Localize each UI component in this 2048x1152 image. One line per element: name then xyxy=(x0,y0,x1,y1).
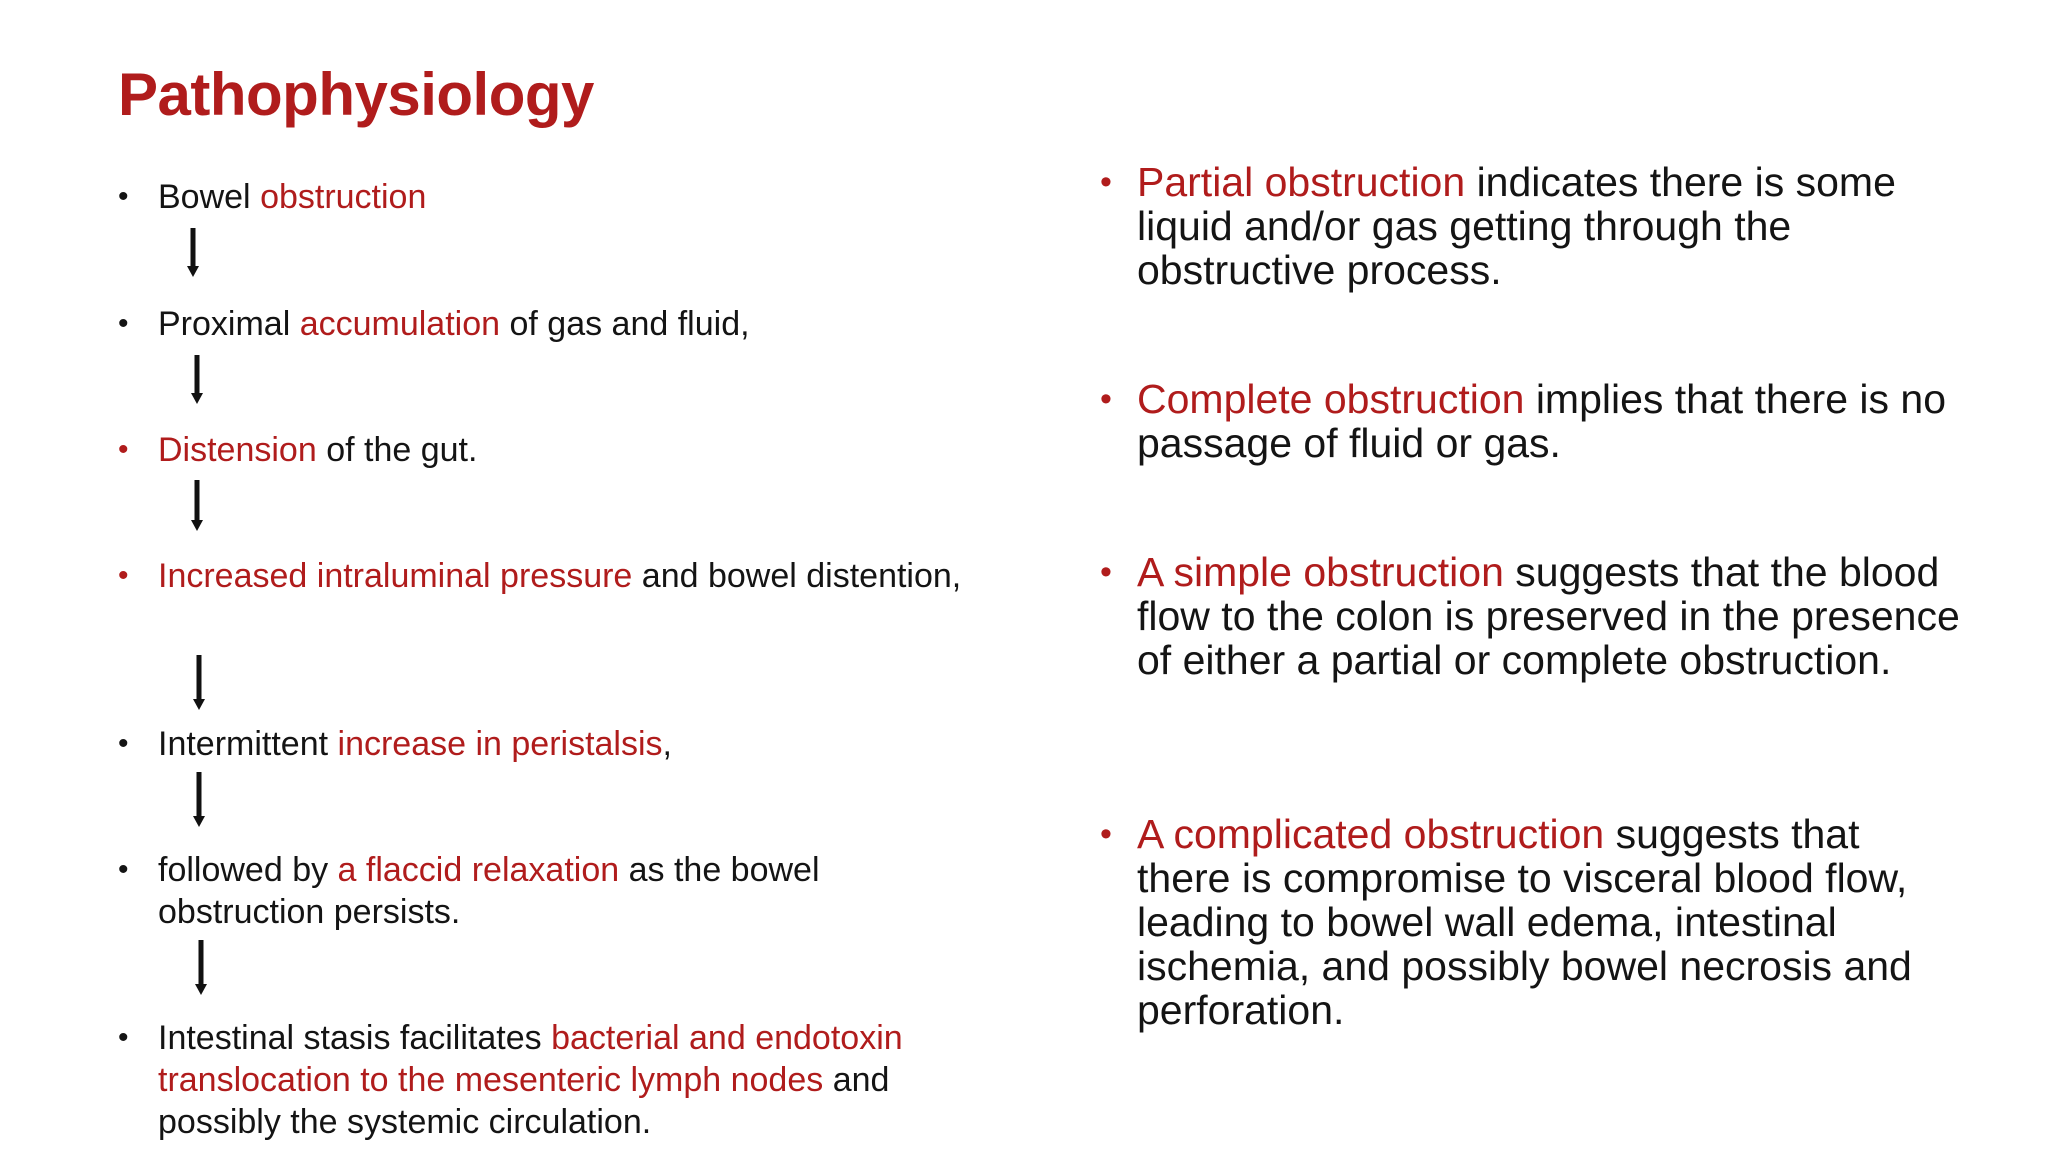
flow-step-4 xyxy=(118,555,978,597)
note-complete-obstruction xyxy=(1100,377,1960,465)
note-simple-obstruction xyxy=(1100,550,1960,682)
bullet: • xyxy=(1100,380,1112,418)
bullet: • xyxy=(1100,163,1112,201)
highlighted-term: obstruction xyxy=(260,178,427,216)
plain-text: implies that there is no passage of fluid or gas. xyxy=(1137,376,1947,466)
note-text xyxy=(1137,376,1946,466)
note-text xyxy=(1137,159,1896,293)
bullet: • xyxy=(1100,815,1112,853)
plain-text: followed by xyxy=(158,851,338,889)
highlighted-term: a flaccid relaxation xyxy=(337,851,620,889)
step-text xyxy=(158,431,477,469)
highlighted-term: bacterial and endotoxin translocation to the mesenteric lymph nodes xyxy=(158,1019,903,1099)
plain-text: of gas and fluid, xyxy=(500,305,750,343)
plain-text: as the bowel obstruction persists. xyxy=(158,851,820,931)
highlighted-term: accumulation xyxy=(299,305,501,343)
step-text xyxy=(158,305,750,343)
bullet: • xyxy=(118,853,129,886)
plain-text: and possibly the systemic circulation. xyxy=(158,1061,890,1141)
step-text xyxy=(158,557,961,595)
highlighted-term: increase in peristalsis xyxy=(337,725,663,763)
highlighted-term: A complicated obstruction xyxy=(1137,811,1605,857)
slide-title: Pathophysiology xyxy=(118,61,594,128)
plain-text: Proximal xyxy=(158,305,300,343)
bullet: • xyxy=(118,727,129,760)
bullet: • xyxy=(118,559,129,592)
bullet: • xyxy=(118,307,129,340)
bullet: • xyxy=(118,1021,129,1054)
arrow-down-icon xyxy=(186,228,196,278)
highlighted-term: Increased intraluminal pressure xyxy=(158,557,633,595)
plain-text: and bowel distention, xyxy=(632,557,962,595)
step-text xyxy=(158,1019,903,1141)
flow-step-6 xyxy=(118,849,978,933)
arrow-down-icon xyxy=(190,355,200,405)
highlighted-term: Complete obstruction xyxy=(1137,376,1525,422)
step-text xyxy=(158,851,820,931)
note-text xyxy=(1137,549,1960,683)
flow-step-2 xyxy=(118,303,978,345)
plain-text: indicates there is some liquid and/or gas getting through the obstructive process. xyxy=(1137,159,1896,293)
plain-text: Bowel xyxy=(158,178,261,216)
step-text xyxy=(158,178,426,216)
plain-text: suggests that the blood flow to the colon is preserved in the presence of either a partial or complete obstruction. xyxy=(1137,549,1960,683)
plain-text: Intestinal stasis facilitates xyxy=(158,1019,552,1057)
plain-text: of the gut. xyxy=(316,431,478,469)
note-text xyxy=(1137,811,1912,1033)
bullet: • xyxy=(118,433,129,466)
flow-step-7 xyxy=(118,1017,978,1143)
plain-text: Intermittent xyxy=(158,725,338,763)
note-complicated-obstruction xyxy=(1100,812,1960,1032)
highlighted-term: Distension xyxy=(158,431,317,469)
highlighted-term: Partial obstruction xyxy=(1137,159,1466,205)
arrow-down-icon xyxy=(192,655,202,711)
flow-step-1 xyxy=(118,176,978,218)
note-partial-obstruction xyxy=(1100,160,1960,292)
arrow-down-icon xyxy=(190,480,200,532)
arrow-down-icon xyxy=(194,940,204,996)
arrow-down-icon xyxy=(192,772,202,828)
plain-text: suggests that there is compromise to visceral blood flow, leading to bowel wall edema, intestinal ischemia, and possibly bowel necrosis and perforation. xyxy=(1137,811,1912,1033)
highlighted-term: A simple obstruction xyxy=(1137,549,1504,595)
plain-text: , xyxy=(662,725,672,763)
flow-step-3 xyxy=(118,429,978,471)
flow-step-5 xyxy=(118,723,978,765)
step-text xyxy=(158,725,672,763)
bullet: • xyxy=(1100,553,1112,591)
bullet: • xyxy=(118,180,129,213)
